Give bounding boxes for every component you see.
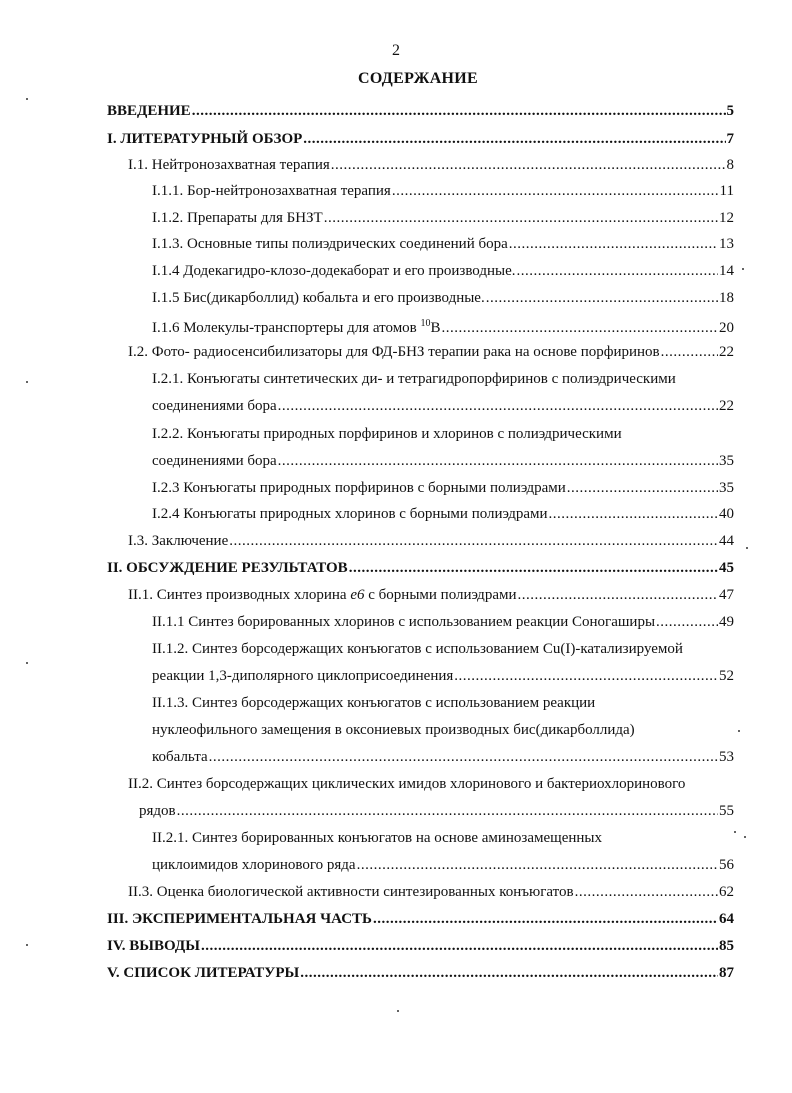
scan-speck [738,730,740,732]
toc-entry-page: 40 [719,506,734,522]
leader-dots [278,448,718,474]
toc-entry-page: 52 [719,668,734,684]
toc-entry-neutron-capture-therapy[interactable] [0,152,792,178]
toc-entry-label [152,311,441,341]
toc-entry-label: I.1.1. Бор-нейтронозахватная терапия [152,183,391,199]
toc-entry-experimental[interactable] [0,906,792,932]
toc-entry-label: реакции 1,3-диполярного циклоприсоединения [152,668,454,684]
scan-speck [742,268,744,270]
toc-entry-page: 18 [719,290,734,306]
toc-entry-page: 8 [726,157,734,173]
toc-entry-label: I.1.3. Основные типы полиэдрических соединений бора [152,236,508,252]
leader-dots [177,798,718,824]
toc-entry-label: I. ЛИТЕРАТУРНЫЙ ОБЗОР [107,131,303,147]
scan-speck [26,381,28,383]
leader-dots [518,582,719,608]
toc-entry-label: I.1.5 Бис(дикарболлид) кобальта и его производные. [152,290,485,306]
toc-entry-label: циклоимидов хлоринового ряда [152,857,356,873]
toc-entry-label: IV. ВЫВОДЫ [107,938,200,954]
toc-entry-bnct-drugs[interactable] [0,205,792,231]
toc-entry-label: I.3. Заключение [128,533,229,549]
scan-speck [26,944,28,946]
toc-entry-aminosubstituted-cycloimides[interactable] [0,825,792,879]
leader-dots [442,315,718,341]
toc-entry-page: 53 [719,749,734,765]
toc-entry-transport-molecules[interactable] [0,311,792,337]
toc-entry-page: 85 [719,938,734,954]
toc-entry-literature-review[interactable] [0,126,792,152]
toc-entry-page: 55 [719,803,734,819]
leader-dots [454,663,718,689]
leader-dots [567,475,718,501]
toc-entry-label: рядов [139,803,176,819]
leader-dots [357,852,718,878]
toc-entry-bnct[interactable] [0,178,792,204]
toc-entry-page: 20 [719,320,734,336]
leader-dots [509,231,718,257]
isotope-superscript: 10 [420,318,431,329]
scan-speck [397,1010,399,1012]
toc-entry-page: 7 [726,131,734,147]
leader-dots [661,339,718,365]
leader-dots [229,528,718,554]
toc-entry-label-text: II.1. Синтез производных хлорина [128,587,347,603]
toc-entry-references[interactable] [0,960,792,986]
toc-entry-biological-activity[interactable] [0,879,792,905]
toc-entry-label: I.1.4 Додекагидро-клозо-додекаборат и его производные. [152,263,516,279]
toc-entry-label [128,582,517,608]
scan-speck [744,836,746,838]
toc-entry-label-line1: II.1.3. Синтез борсодержащих конъюгатов с использованием реакции [152,695,596,711]
toc-entry-label-text: I.1.6 Молекулы-транспортеры для атомов [152,320,417,336]
scan-speck [26,98,28,100]
toc-entry-chlorin-boron-polyhedra[interactable] [0,501,792,527]
leader-dots [656,609,718,635]
toc-entry-label: I.2.4 Конъюгаты природных хлоринов с борными полиэдрами [152,506,548,522]
element-symbol: B [430,320,441,336]
toc-entry-cobalt-bis-dicarbollide[interactable] [0,285,792,311]
leader-dots [331,152,726,178]
toc-entry-label: соединениями бора [152,398,277,414]
toc-entry-label: I.2. Фото- радиосенсибилизаторы для ФД-БНЗ терапии рака на основе порфиринов [128,344,660,360]
toc-entry-page: 22 [719,344,734,360]
toc-entry-label-line1: II.2.1. Синтез борированных конъюгатов на основе аминозамещенных [152,830,603,846]
scan-speck [746,547,748,549]
toc-entry-sonogashira[interactable] [0,609,792,635]
toc-entry-page: 49 [719,614,734,630]
toc-entry-label: соединениями бора [152,453,277,469]
toc-entry-label: II.1.1 Синтез борированных хлоринов с использованием реакции Соногаширы [152,614,656,630]
toc-entry-page: 87 [719,965,734,981]
toc-entry-click-cycloaddition[interactable] [0,636,792,690]
toc-entry-natural-porphyrin-chlorin-conjugates[interactable] [0,421,792,475]
leader-dots [209,744,718,770]
page-number: 2 [392,42,400,59]
scan-speck [734,831,736,833]
leader-dots [486,285,718,311]
toc-entry-page: 45 [719,560,734,576]
leader-dots [517,258,718,284]
scan-speck [26,662,28,664]
page-title: СОДЕРЖАНИЕ [357,70,479,87]
toc-entry-label: кобальта [152,749,208,765]
toc-entry-page: 44 [719,533,734,549]
toc-entry-label-line1: I.2.2. Конъюгаты природных порфиринов и хлоринов с полиэдрическими [152,426,622,442]
toc-entry-synthetic-porphyrin-conjugates[interactable] [0,366,792,420]
toc-entry-label: V. СПИСОК ЛИТЕРАТУРЫ [107,965,300,981]
toc-entry-page: 13 [719,236,734,252]
toc-entry-label-tail: с борными полиэдрами [368,587,517,603]
toc-entry-cyclic-imides[interactable] [0,771,792,825]
toc-entry-results-discussion[interactable] [0,555,792,581]
toc-entry-polyhedral-boron[interactable] [0,231,792,257]
toc-entry-label-line1: II.1.2. Синтез борсодержащих конъюгатов с использованием Cu(I)-катализируемой [152,641,683,657]
toc-entry-page: 64 [719,911,734,927]
toc-entry-chlorin-e6-synthesis[interactable] [0,582,792,608]
toc-entry-label-line1: II.2. Синтез борсодержащих циклических имидов хлоринового и бактериохлоринового [128,776,686,792]
leader-dots [373,906,718,932]
leader-dots [549,501,718,527]
leader-dots [392,178,719,204]
toc-entry-oxonium-substitution[interactable] [0,690,792,771]
toc-entry-page: 62 [719,884,734,900]
toc-entry-label: II. ОБСУЖДЕНИЕ РЕЗУЛЬТАТОВ [107,560,348,576]
leader-dots [575,879,718,905]
toc-entry-label: ВВЕДЕНИЕ [107,103,191,119]
toc-entry-photo-radiosensitizers[interactable] [0,339,792,365]
toc-entry-page: 47 [719,587,734,603]
toc-entry-page: 35 [719,453,734,469]
toc-entry-page: 12 [719,210,734,226]
leader-dots [192,98,726,124]
toc-entry-label-line1: I.2.1. Конъюгаты синтетических ди- и тетрагидропорфиринов с полиэдрическими [152,371,676,387]
toc-entry-conclusions[interactable] [0,933,792,959]
toc-entry-page: 56 [719,857,734,873]
toc-entry-conclusion[interactable] [0,528,792,554]
chlorin-variant: e6 [350,587,365,603]
toc-entry-label-line2: нуклеофильного замещения в оксониевых производных бис(дикарболлида) [152,722,635,738]
toc-entry-porphyrin-boron-polyhedra[interactable] [0,475,792,501]
toc-entry-page: 14 [719,263,734,279]
leader-dots [324,205,718,231]
leader-dots [201,933,718,959]
leader-dots [300,960,718,986]
leader-dots [349,555,718,581]
toc-entry-introduction[interactable] [0,98,792,124]
toc-entry-label: II.3. Оценка биологической активности синтезированных конъюгатов [128,884,574,900]
toc-entry-page: 11 [719,183,734,199]
toc-entry-label: I.1.2. Препараты для БНЗТ [152,210,323,226]
toc-entry-page: 5 [726,103,734,119]
toc-entry-label: I.1. Нейтронозахватная терапия [128,157,330,173]
toc-entry-label: I.2.3 Конъюгаты природных порфиринов с борными полиэдрами [152,480,566,496]
toc-entry-dodecaborate[interactable] [0,258,792,284]
toc-entry-label: III. ЭКСПЕРИМЕНТАЛЬНАЯ ЧАСТЬ [107,911,372,927]
leader-dots [303,126,725,152]
toc-entry-page: 22 [719,398,734,414]
leader-dots [278,393,718,419]
toc-entry-page: 35 [719,480,734,496]
